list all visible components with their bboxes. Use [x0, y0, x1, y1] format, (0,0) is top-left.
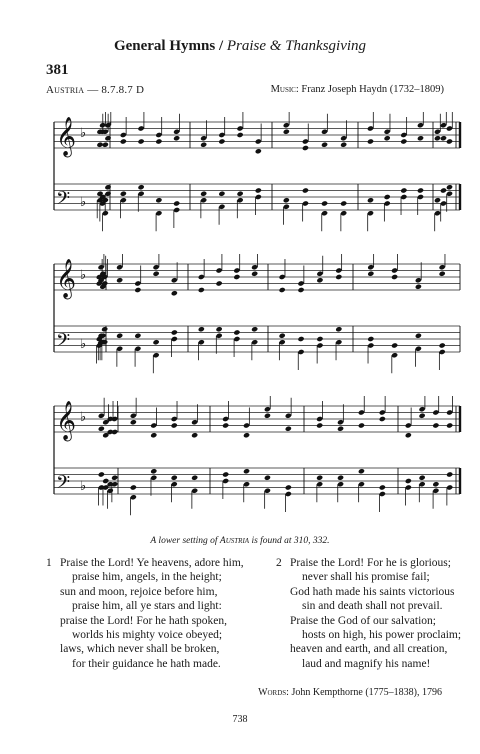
notehead — [446, 471, 453, 477]
notehead — [321, 142, 328, 148]
notehead — [173, 200, 180, 206]
notehead — [302, 187, 309, 193]
notehead — [173, 135, 180, 141]
notehead — [337, 426, 344, 432]
notehead — [446, 422, 453, 428]
notehead — [150, 432, 157, 438]
notehead — [237, 132, 244, 138]
stanza-line: praise the Lord! For he hath spoken, — [60, 614, 228, 627]
notehead — [264, 475, 271, 481]
composer: Franz Joseph Haydn (1732–1809) — [298, 84, 444, 95]
lower-setting-tune: Austria — [219, 536, 250, 546]
subsection-title: Praise & Thanksgiving — [226, 38, 367, 54]
notehead — [285, 484, 292, 490]
treble-staff — [54, 254, 460, 299]
notehead — [134, 333, 141, 339]
notehead — [384, 135, 391, 141]
notehead — [446, 184, 453, 190]
notehead — [446, 138, 453, 144]
notehead — [440, 187, 447, 193]
author: John Kempthorne (1775–1838), 1796 — [288, 687, 442, 698]
notehead — [102, 142, 109, 148]
words-credit — [258, 687, 442, 698]
stanza-line: praise him, angels, in the height; — [72, 571, 222, 584]
notehead — [302, 145, 309, 151]
hymn-number: 381 — [46, 62, 69, 78]
notehead — [130, 419, 137, 425]
notehead — [138, 138, 145, 144]
notehead — [216, 280, 223, 286]
stanza-line: God hath made his saints victorious — [290, 585, 455, 598]
notehead — [283, 129, 290, 135]
notehead — [191, 475, 198, 481]
flat-icon: ♭ — [80, 337, 87, 353]
notehead — [222, 422, 229, 428]
music-system-3 — [40, 396, 480, 526]
bass-clef-icon: 𝄢 — [56, 330, 71, 356]
notehead — [138, 184, 145, 190]
meter: — 8.7.8.7 D — [84, 84, 145, 96]
notehead — [279, 287, 286, 293]
notehead — [101, 326, 108, 332]
music-system-2 — [40, 254, 480, 384]
stanza-number: 1 — [46, 557, 52, 569]
notehead — [104, 184, 111, 190]
stanza-line: Praise the Lord! Ye heavens, adore him, — [60, 557, 244, 569]
notehead — [153, 339, 160, 345]
notehead — [130, 484, 137, 490]
notehead — [405, 432, 412, 438]
flat-icon: ♭ — [80, 267, 87, 283]
notehead — [243, 468, 250, 474]
treble-clef-icon: 𝄞 — [56, 116, 77, 157]
notehead — [434, 135, 441, 141]
notehead — [391, 342, 398, 348]
bass-staff — [54, 468, 460, 515]
stanza-2 — [276, 556, 461, 671]
notehead — [218, 138, 225, 144]
stanza-line: sun and moon, rejoice before him, — [60, 585, 218, 598]
tune-name: Austria — [46, 84, 85, 96]
notehead — [104, 135, 111, 141]
notehead — [222, 471, 229, 477]
notehead — [283, 197, 290, 203]
notehead — [237, 191, 244, 197]
notehead — [335, 274, 342, 280]
notehead — [440, 135, 447, 141]
notehead — [417, 135, 424, 141]
stanza-line: heaven and earth, and all creation, — [290, 643, 448, 656]
notehead — [419, 475, 426, 481]
notehead — [415, 333, 422, 339]
notehead — [335, 326, 342, 332]
notehead — [297, 336, 304, 342]
notehead — [432, 481, 439, 487]
notehead — [98, 471, 105, 477]
notehead — [367, 336, 374, 342]
stanza-line: hosts on high, his power proclaim; — [302, 629, 462, 642]
stanza-line: never shall his promise fail; — [302, 571, 430, 584]
notehead — [384, 194, 391, 200]
flat-icon: ♭ — [80, 125, 87, 141]
notehead — [340, 142, 347, 148]
notehead — [367, 138, 374, 144]
notehead — [379, 416, 386, 422]
stanza-line: laud and magnify his name! — [302, 657, 431, 670]
notehead — [155, 197, 162, 203]
stanza-line: worlds his mighty voice obeyed; — [72, 629, 223, 642]
notehead — [134, 287, 141, 293]
notehead — [116, 333, 123, 339]
notehead — [321, 200, 328, 206]
treble-staff — [54, 396, 460, 441]
notehead — [120, 138, 127, 144]
page-number: 738 — [232, 714, 248, 725]
section-title: General Hymns — [113, 38, 216, 54]
stanza-1 — [46, 556, 244, 671]
notehead — [191, 432, 198, 438]
flat-icon: ♭ — [80, 479, 87, 495]
notehead — [285, 426, 292, 432]
notehead — [233, 274, 240, 280]
notehead — [391, 274, 398, 280]
music-label: Music: — [270, 84, 299, 95]
tune-meter — [46, 84, 144, 96]
notehead — [251, 271, 258, 277]
notehead — [316, 475, 323, 481]
notehead — [218, 191, 225, 197]
words-label: Words: — [258, 687, 289, 698]
notehead — [316, 422, 323, 428]
treble-staff — [54, 112, 460, 157]
bass-clef-icon: 𝄢 — [56, 472, 71, 498]
stanza-line: laws, which never shall be broken, — [60, 643, 220, 656]
flat-icon: ♭ — [80, 409, 87, 425]
stanza-line: praise him, all ye stars and light: — [72, 600, 222, 613]
bass-staff — [54, 184, 460, 231]
stanza-line: for their guidance he hath made. — [72, 657, 221, 670]
notehead — [200, 191, 207, 197]
notehead — [400, 187, 407, 193]
notehead — [264, 413, 271, 419]
notehead — [400, 138, 407, 144]
notehead — [98, 426, 105, 432]
notehead — [155, 138, 162, 144]
stanza-line: sin and death shall not prevail. — [302, 600, 443, 613]
notehead — [111, 429, 118, 435]
stanza-line: Praise the Lord! For he is glorious; — [290, 557, 451, 569]
notehead — [405, 478, 412, 484]
treble-clef-icon: 𝄞 — [56, 400, 77, 441]
lower-setting-note: A lower setting of Austria is found at 310, 332. — [150, 536, 330, 546]
notehead — [171, 329, 178, 335]
page-header — [0, 38, 480, 55]
notehead — [417, 187, 424, 193]
notehead — [233, 329, 240, 335]
bass-clef-icon: 𝄢 — [56, 188, 71, 214]
notehead — [251, 326, 258, 332]
stanza-number: 2 — [276, 557, 282, 569]
notehead — [153, 271, 160, 277]
notehead — [340, 200, 347, 206]
notehead — [120, 191, 127, 197]
notehead — [150, 468, 157, 474]
flat-icon: ♭ — [80, 195, 87, 211]
notehead — [171, 422, 178, 428]
notehead — [337, 475, 344, 481]
notehead — [379, 484, 386, 490]
notehead — [243, 432, 250, 438]
notehead — [434, 197, 441, 203]
music-system-1 — [40, 112, 480, 242]
notehead — [316, 277, 323, 283]
notehead — [367, 271, 374, 277]
notehead — [255, 148, 262, 154]
notehead — [316, 336, 323, 342]
notehead — [297, 287, 304, 293]
notehead — [439, 271, 446, 277]
stanza-line: Praise the God of our salvation; — [290, 614, 436, 627]
treble-clef-icon: 𝄞 — [56, 258, 77, 299]
header-separator: / — [215, 38, 227, 54]
notehead — [198, 287, 205, 293]
notehead — [432, 422, 439, 428]
notehead — [415, 284, 422, 290]
notehead — [216, 326, 223, 332]
music-credit — [271, 84, 444, 95]
notehead — [111, 475, 118, 481]
notehead — [358, 468, 365, 474]
notehead — [116, 277, 123, 283]
notehead — [279, 333, 286, 339]
notehead — [200, 142, 207, 148]
bass-staff — [54, 326, 460, 373]
notehead — [439, 342, 446, 348]
notehead — [419, 413, 426, 419]
notehead — [171, 290, 178, 296]
notehead — [367, 197, 374, 203]
notehead — [171, 475, 178, 481]
notehead — [358, 422, 365, 428]
notehead — [198, 326, 205, 332]
notehead — [255, 187, 262, 193]
